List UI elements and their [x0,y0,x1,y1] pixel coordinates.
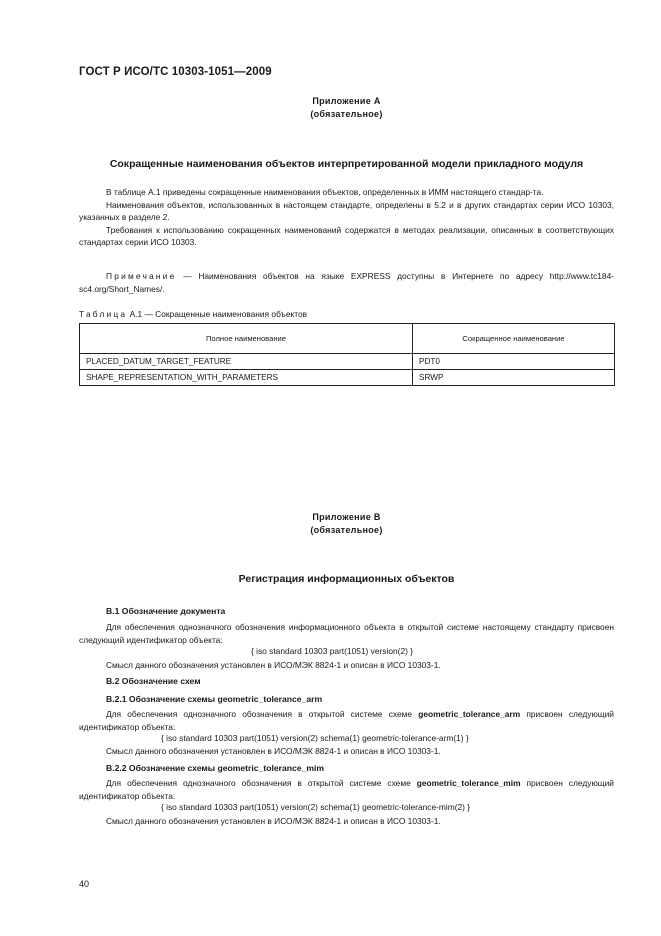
table-cell: PDT0 [413,354,615,370]
section-b2-heading: В.2 Обозначение схем [106,676,201,686]
table-row [80,370,615,386]
section-b1-identifier: { iso standard 10303 part(1051) version(2) } [251,646,414,656]
section-b22-heading: В.2.2 Обозначение схемы geometric_tolerance_mim [106,763,324,773]
annex-a-label: Приложение А [312,96,381,106]
section-b1-text: Для обеспечения однозначного обозначения информационного объекта в открытой системе настоящему стандарту присвоен следующий идентификатор объекта: [79,622,614,645]
table-header-cell: Сокращенное наименование [413,324,615,354]
paragraph: Наименования объектов, использованных в настоящем стандарте, определены в 5.2 и в других стандартах серии ИСО 10303, указанных в разделе 2. [79,199,614,222]
section-b21-note: Смысл данного обозначения установлен в ИСО/МЭК 8824-1 и описан в ИСО 10303-1. [106,746,441,756]
annex-a-title: Сокращенные наименования объектов интерпретированной модели прикладного модуля [109,158,584,170]
annex-a-note [79,270,614,295]
annex-b-status: (обязательное) [310,525,383,535]
table-label: Таблица [79,309,128,319]
section-b22-identifier: { iso standard 10303 part(1051) version(2) schema(1) geometric-tolerance-mim(2) } [161,802,471,812]
section-b21-identifier: { iso standard 10303 part(1051) version(2) schema(1) geometric-tolerance-arm(1) } [161,733,469,743]
table-header-cell: Полное наименование [80,324,413,354]
section-b1-heading: В.1 Обозначение документа [106,606,226,616]
annex-b-title: Регистрация информационных объектов [238,573,455,585]
section-b1-note: Смысл данного обозначения установлен в ИСО/МЭК 8824-1 и описан в ИСО 10303-1. [106,660,441,670]
table-cell: SRWP [413,370,615,386]
section-b22-note: Смысл данного обозначения установлен в ИСО/МЭК 8824-1 и описан в ИСО 10303-1. [106,816,441,826]
short-names-table [79,323,615,386]
section-b21-text: Для обеспечения однозначного обозначения в открытой системе схеме geometric_tolerance_arm присвоен следующий идентификатор объекта: [79,709,614,732]
table-caption-text: А.1 — Сокращенные наименования объектов [129,309,308,319]
note-label: Примечание [106,271,177,281]
table-cell: SHAPE_REPRESENTATION_WITH_PARAMETERS [80,370,413,386]
table-caption [79,308,614,321]
table-header-row [80,324,615,354]
table-cell: PLACED_DATUM_TARGET_FEATURE [80,354,413,370]
annex-a-heading [79,95,614,121]
paragraph: Требования к использованию сокращенных наименований содержатся в методах реализации, описанных в соответствующих стандартах серии ИСО 10303. [79,224,614,247]
standard-header: ГОСТ Р ИСО/ТС 10303-1051—2009 [79,66,272,78]
table-row [80,354,615,370]
annex-a-body [79,186,614,249]
annex-b-label: Приложение В [312,512,381,522]
schema-name: geometric_tolerance_mim [416,778,521,788]
note-text: — Наименования объектов на языке EXPRESS доступны в Интернете по адресу http://www.tc184-sc4.org/Short_Names/. [79,271,615,294]
section-b21-heading: В.2.1 Обозначение схемы geometric_tolerance_arm [106,694,323,704]
annex-b-heading [79,511,614,537]
paragraph: В таблице А.1 приведены сокращенные наименования объектов, определенных в ИММ настоящего стандар-та. [106,187,544,197]
section-b22-text: Для обеспечения однозначного обозначения в открытой системе схеме geometric_tolerance_mim присвоен следующий идентификатор объекта: [79,778,614,801]
annex-a-status: (обязательное) [310,109,383,119]
page-number: 40 [79,879,90,889]
schema-name: geometric_tolerance_arm [418,709,521,719]
